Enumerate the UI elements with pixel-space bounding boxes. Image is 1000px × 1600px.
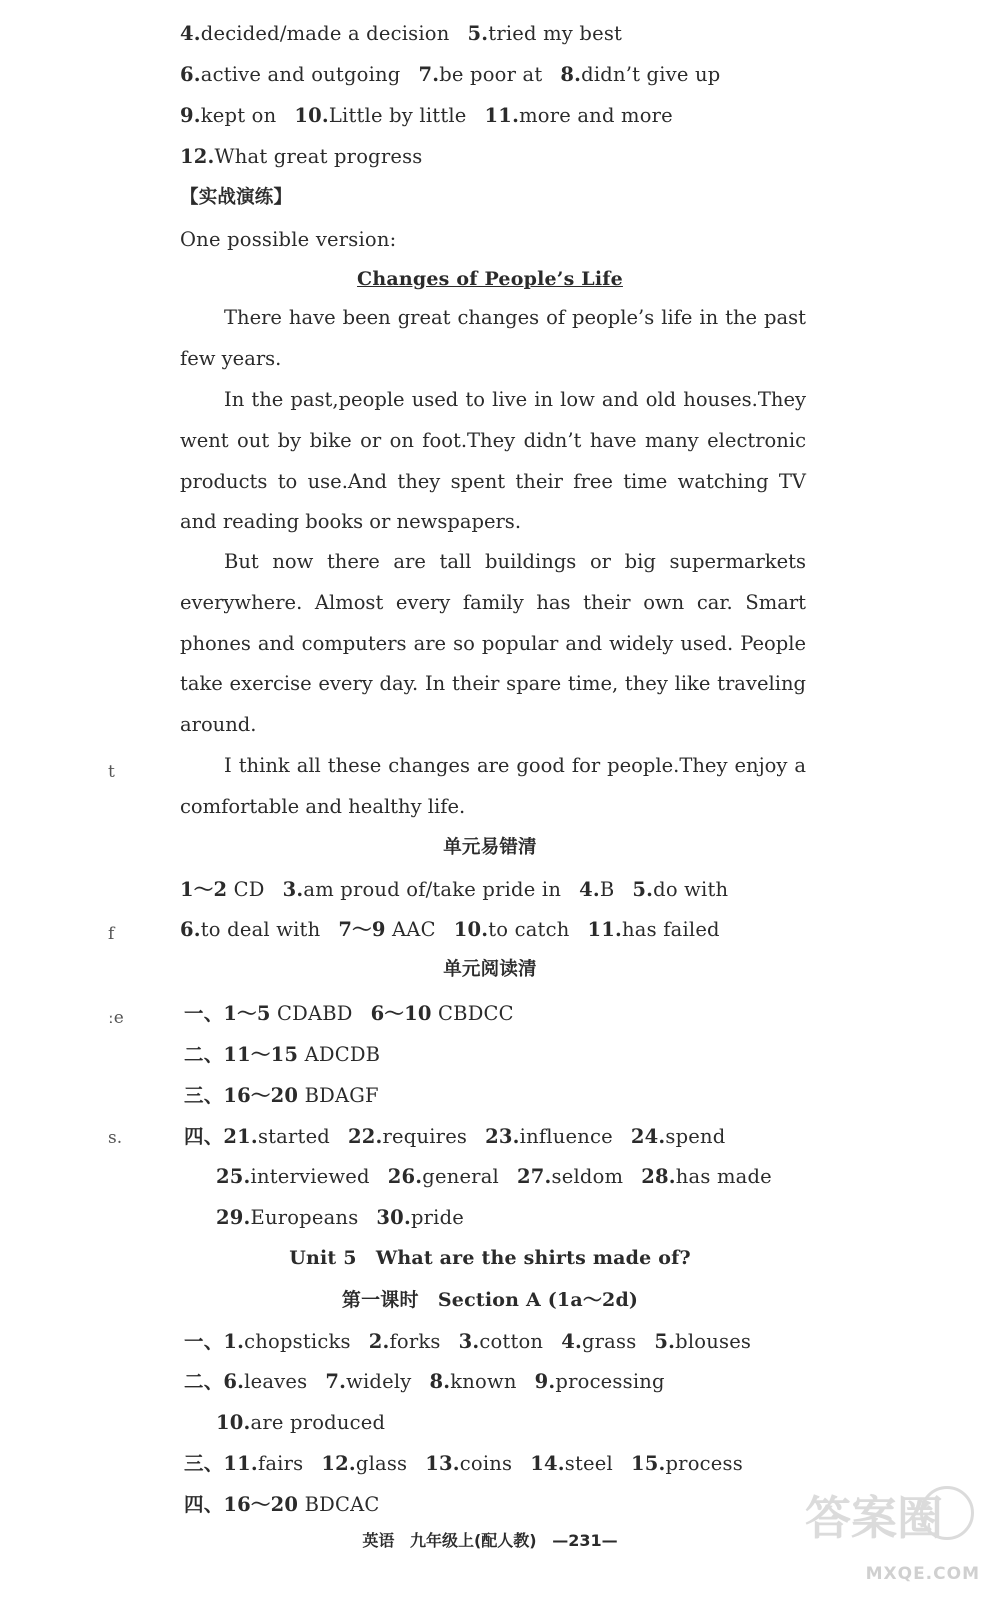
answer-number: 6. (180, 918, 201, 941)
answer-number: 4. (561, 1330, 582, 1353)
answer-text: Little by little (328, 104, 467, 127)
answer-number: 7～9 (338, 918, 386, 941)
answer-item (631, 1452, 743, 1476)
answer-line (184, 1043, 398, 1067)
answer-item (641, 1165, 772, 1189)
answer-text: general (422, 1165, 499, 1188)
answer-item (468, 22, 623, 46)
answer-item (348, 1125, 467, 1149)
answer-number: 30. (376, 1206, 411, 1229)
answer-item (561, 1330, 636, 1354)
answer-text: CDABD (270, 1002, 353, 1025)
answer-text: BDCAC (298, 1493, 380, 1516)
answer-item (369, 1330, 441, 1354)
answer-text: decided/made a decision (200, 22, 450, 45)
answer-text: started (257, 1125, 330, 1148)
answer-number: 4. (579, 878, 600, 901)
answer-line (180, 878, 746, 902)
answer-item (517, 1165, 623, 1189)
answer-line (184, 1493, 397, 1517)
watermark-logo (795, 1480, 980, 1590)
answer-item (184, 1493, 379, 1517)
answer-text: ADCDB (298, 1043, 381, 1066)
answer-item (321, 1452, 407, 1476)
answer-number: 15. (630, 1452, 666, 1475)
answer-item (535, 1370, 665, 1394)
answer-item (216, 1411, 385, 1435)
answer-number: 6～10 (370, 1002, 432, 1025)
answer-text: steel (564, 1452, 613, 1475)
answer-text: cotton (479, 1330, 544, 1353)
answer-number: 三、16～20 (184, 1084, 299, 1107)
answer-line (184, 1125, 743, 1149)
answer-text: fairs (257, 1452, 304, 1475)
answer-item (180, 878, 265, 902)
answer-number: 9. (180, 104, 201, 127)
answer-line (184, 1002, 532, 1026)
answer-number: 27. (516, 1165, 552, 1188)
answer-item (184, 1043, 380, 1067)
answer-text: forks (389, 1330, 441, 1353)
margin-fragment: s. (108, 1128, 123, 1148)
unit-reading-heading: 单元阅读清 (443, 959, 537, 980)
answer-item (180, 918, 320, 942)
answer-line (216, 1165, 790, 1189)
answer-line (180, 63, 738, 87)
answer-number: 10. (216, 1411, 251, 1434)
answer-item (425, 1452, 512, 1476)
answer-item (216, 1206, 358, 1230)
essay-paragraph: In the past,people used to live in low and old houses.They went out by bike or on foot.They didn’t have many electronic products to use.And they spent their free time watching TV and reading books or newspapers. (180, 388, 806, 534)
answer-text: AAC (385, 918, 436, 941)
footer-subject: 英语 (362, 1531, 395, 1550)
answer-item (184, 1452, 303, 1476)
answer-line (180, 104, 691, 128)
unit5-title: Unit 5 What are the shirts made of? (289, 1247, 691, 1269)
answer-item (560, 63, 720, 87)
answer-item (632, 878, 728, 902)
answer-line (184, 1330, 769, 1354)
answer-text: grass (581, 1330, 637, 1353)
answer-text: active and outgoing (200, 63, 401, 86)
answer-item (184, 1370, 307, 1394)
answer-item (180, 63, 400, 87)
answer-text: seldom (551, 1165, 624, 1188)
answer-line (180, 22, 640, 46)
answer-number: 四、21. (184, 1125, 258, 1148)
answer-line (180, 145, 441, 169)
answer-number: 5. (467, 22, 489, 45)
footer-page-number: —231— (552, 1531, 618, 1550)
margin-fragment: f (108, 924, 115, 944)
answer-line (184, 1452, 761, 1476)
answer-number: 28. (641, 1165, 676, 1188)
answer-number: 2. (368, 1330, 390, 1353)
answer-text: Europeans (250, 1206, 359, 1229)
answer-item (180, 145, 423, 169)
answer-item (587, 918, 719, 942)
answer-text: didn’t give up (581, 63, 721, 86)
answer-text: blouses (675, 1330, 752, 1353)
watermark-chars: 答案圈 (805, 1491, 943, 1545)
answer-number: 24. (630, 1125, 666, 1148)
answer-text: CBDCC (431, 1002, 514, 1025)
answer-text: process (665, 1452, 743, 1475)
answer-number: 3. (282, 878, 304, 901)
unit5-lesson-title: 第一课时 Section A (1a～2d) (341, 1289, 639, 1311)
answer-item (454, 918, 570, 942)
answer-number: 5. (654, 1330, 676, 1353)
answer-text: chopsticks (244, 1330, 351, 1353)
answer-item (388, 1165, 499, 1189)
answer-item (579, 878, 614, 902)
essay-paragraph: But now there are tall buildings or big supermarkets everywhere. Almost every family has their own car. Smart phones and computers are so popular and widely used. People take exercise every day. In their spare time, they like traveling around. (180, 550, 806, 737)
answer-text: tried my best (488, 22, 623, 45)
answer-item (184, 1084, 379, 1108)
answer-number: 26. (387, 1165, 423, 1188)
answer-number: 22. (348, 1125, 383, 1148)
answer-text: do with (653, 878, 729, 901)
answer-line (184, 1084, 397, 1108)
answer-text: to deal with (200, 918, 321, 941)
unit-errors-heading: 单元易错清 (443, 837, 537, 858)
possible-version-label: One possible version: (180, 228, 397, 251)
answer-number: 7. (325, 1370, 347, 1393)
answer-text: leaves (244, 1370, 308, 1393)
answer-text: processing (555, 1370, 665, 1393)
answer-line (184, 1370, 683, 1394)
answer-number: 7. (418, 63, 440, 86)
margin-fragment: t (108, 762, 115, 782)
answer-number: 14. (530, 1452, 565, 1475)
answer-number: 10. (453, 918, 489, 941)
answer-item (376, 1206, 464, 1230)
answer-text: more and more (519, 104, 673, 127)
answer-number: 29. (216, 1206, 251, 1229)
answer-item (294, 104, 466, 128)
answer-text: B (599, 878, 615, 901)
answer-number: 6. (180, 63, 201, 86)
answer-number: 3. (458, 1330, 480, 1353)
essay-paragraph: There have been great changes of people’s life in the past few years. (180, 306, 806, 370)
answer-number: 4. (180, 22, 201, 45)
answer-number: 12. (321, 1452, 356, 1475)
answer-text: glass (355, 1452, 408, 1475)
answer-text: widely (346, 1370, 412, 1393)
essay-paragraph: I think all these changes are good for people.They enjoy a comfortable and healthy life. (180, 754, 806, 818)
answer-number: 四、16～20 (184, 1493, 299, 1516)
answer-text: known (450, 1370, 517, 1393)
answer-item (459, 1330, 544, 1354)
answer-item (530, 1452, 613, 1476)
watermark-text: MXQE.COM (865, 1564, 980, 1584)
answer-number: 10. (294, 104, 329, 127)
answer-item (184, 1330, 351, 1354)
answer-text: pride (410, 1206, 465, 1229)
answer-text: BDAGF (298, 1084, 379, 1107)
answer-number: 11. (587, 918, 623, 941)
answer-text: spend (665, 1125, 726, 1148)
answer-text: kept on (200, 104, 277, 127)
answer-number: 5. (632, 878, 654, 901)
answer-text: be poor at (439, 63, 543, 86)
answer-number: 25. (216, 1165, 251, 1188)
answer-text: has failed (622, 918, 720, 941)
answer-item (485, 104, 673, 128)
answer-text: am proud of/take pride in (303, 878, 562, 901)
footer-grade: 九年级上(配人教) (409, 1531, 537, 1550)
answer-number: 二、6. (184, 1370, 245, 1393)
answer-item (325, 1370, 411, 1394)
answer-text: are produced (250, 1411, 386, 1434)
answer-item (180, 104, 276, 128)
answer-text: interviewed (250, 1165, 370, 1188)
answer-item (430, 1370, 517, 1394)
answer-number: 1～2 (180, 878, 228, 901)
answer-item (184, 1002, 353, 1026)
answer-item (283, 878, 561, 902)
answer-number: 9. (534, 1370, 556, 1393)
answer-item (371, 1002, 514, 1026)
answer-number: 23. (485, 1125, 520, 1148)
answer-item (418, 63, 542, 87)
margin-fragment: ːe (108, 1008, 124, 1028)
answer-text: requires (382, 1125, 468, 1148)
answer-text: to catch (488, 918, 570, 941)
answer-number: 一、1. (184, 1330, 245, 1353)
answer-item (184, 1125, 330, 1149)
answer-number: 一、1～5 (184, 1002, 271, 1025)
answer-text: has made (675, 1165, 772, 1188)
answer-item (654, 1330, 751, 1354)
answer-item (485, 1125, 613, 1149)
answer-line (180, 918, 738, 942)
answer-text: What great progress (214, 145, 423, 168)
essay-title: Changes of People’s Life (357, 268, 623, 290)
answer-number: 三、11. (184, 1452, 258, 1475)
answer-number: 8. (560, 63, 582, 86)
answer-text: influence (519, 1125, 613, 1148)
answer-item (180, 22, 450, 46)
answer-number: 12. (180, 145, 215, 168)
answer-line (216, 1206, 482, 1230)
answer-number: 8. (429, 1370, 451, 1393)
answer-number: 二、11～15 (184, 1043, 299, 1066)
answer-item (338, 918, 435, 942)
answer-number: 11. (484, 104, 520, 127)
answer-line (216, 1411, 403, 1435)
answer-number: 13. (425, 1452, 460, 1475)
practice-heading: 【实战演练】 (180, 187, 293, 208)
answer-text: coins (459, 1452, 513, 1475)
answer-text: CD (227, 878, 265, 901)
answer-item (631, 1125, 726, 1149)
answer-item (216, 1165, 370, 1189)
